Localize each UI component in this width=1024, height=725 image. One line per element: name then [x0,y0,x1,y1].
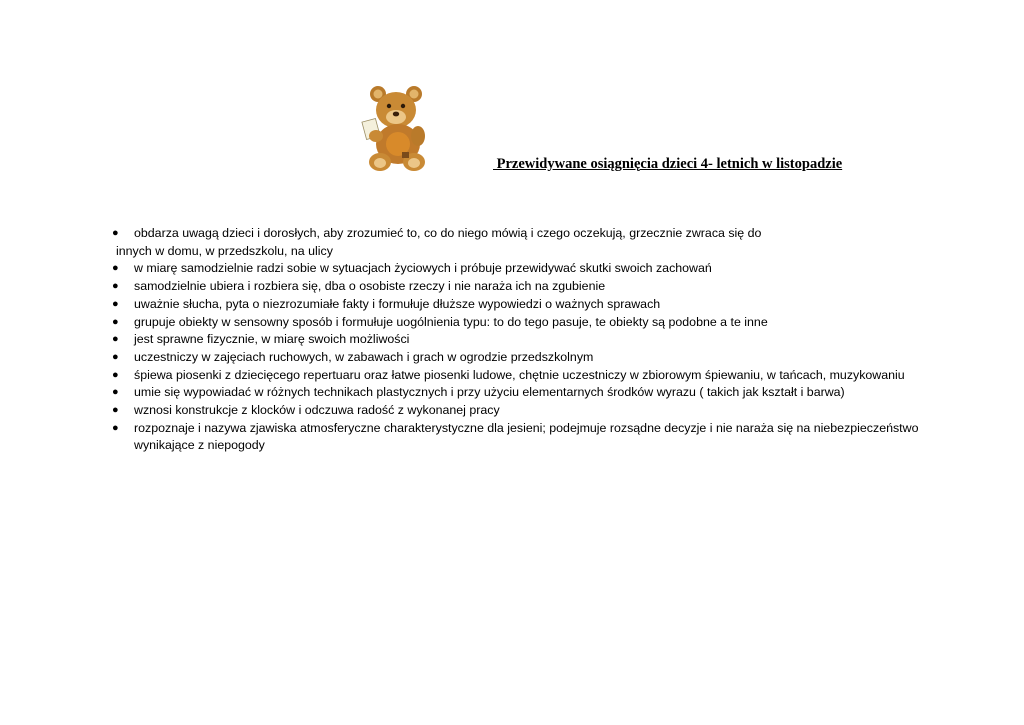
list-item [110,420,930,455]
list-item-text: uważnie słucha, pyta o niezrozumiałe fakty i formułuje dłuższe wypowiedzi o ważnych sprawach [134,296,661,311]
page-title: Przewidywane osiągnięcia dzieci 4- letnich w listopadzie [493,156,843,172]
list-item-text: umie się wypowiadać w różnych technikach plastycznych i przy użyciu elementarnych środków wyrazu ( takich jak kształt i barwa) [134,385,845,400]
list-item [110,260,930,278]
bullet-icon: ● [112,297,119,310]
list-item-text: rozpoznaje i nazywa zjawiska atmosferyczne charakterystyczne dla jesieni; podejmuje rozsądne decyzje i nie naraża się na niebezpieczeństwo wynikające z niepogody [134,420,919,453]
list-item [110,278,930,296]
bullet-icon: ● [112,421,119,434]
list-item [110,331,930,349]
list-item [110,314,930,332]
list-item-text: wznosi konstrukcje z klocków i odczuwa radość z wykonanej pracy [134,403,500,418]
bullet-icon: ● [112,350,119,363]
list-item-text: samodzielnie ubiera i rozbiera się, dba o osobiste rzeczy i nie naraża ich na zgubienie [134,279,606,294]
list-item-text: śpiewa piosenki z dziecięcego repertuaru oraz łatwe piosenki ludowe, chętnie uczestniczy w zbiorowym śpiewaniu, w tańcach, muzykowaniu [134,367,905,382]
list-item [110,367,930,385]
list-item-text: obdarza uwagą dzieci i dorosłych, aby zrozumieć to, co do niego mówią i czego oczekują, grzecznie zwraca się do [134,226,762,240]
bullet-icon: ● [112,333,119,346]
list-item [110,296,930,314]
list-item [110,225,930,260]
bullet-icon: ● [112,368,119,381]
list-item-text: uczestniczy w zajęciach ruchowych, w zabawach i grach w ogrodzie przedszkolnym [134,349,594,364]
bullet-icon: ● [112,262,119,275]
list-item [110,402,930,420]
bullet-icon: ● [112,404,119,417]
list-item-text: jest sprawne fizycznie, w miarę swoich możliwości [134,332,410,347]
bullet-icon: ● [112,227,119,239]
list-item-text: w miarę samodzielnie radzi sobie w sytuacjach życiowych i próbuje przewidywać skutki swoich zachowań [134,261,712,276]
teddy-bear-icon [358,84,432,172]
bullet-icon: ● [112,386,119,399]
list-item-text: grupuje obiekty w sensowny sposób i formułuje uogólnienia typu: to do tego pasuje, te obiekty są podobne a te inne [134,314,768,329]
bullet-icon: ● [112,315,119,328]
bullet-icon: ● [112,280,119,293]
achievements-list [110,225,930,455]
list-item [110,384,930,402]
list-item [110,349,930,367]
list-item-continuation: innych w domu, w przedszkolu, na ulicy [116,243,333,258]
